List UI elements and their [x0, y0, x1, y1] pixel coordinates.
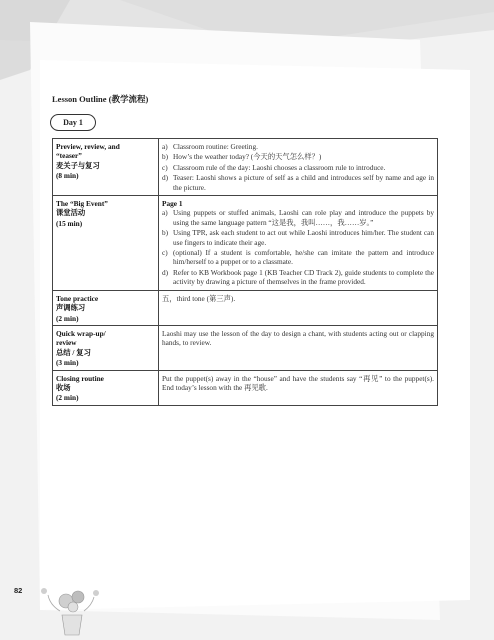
- day-label: Day 1: [63, 118, 83, 127]
- row-label-cell: [53, 370, 159, 405]
- item-text: Using puppets or stuffed animals, Laoshi can role play and introduce the puppets by using the same language pattern “这是我，我叫……，我……岁。”: [173, 208, 434, 227]
- row-content-cell: [159, 325, 438, 370]
- day-label-badge: [50, 114, 96, 131]
- row-content-cell: [159, 196, 438, 291]
- row-label-cell: [53, 196, 159, 291]
- row-label-line: 总结 / 复习: [56, 347, 91, 357]
- activity-list: [162, 208, 434, 286]
- row-duration: (8 min): [56, 171, 79, 181]
- item-marker: a): [162, 208, 168, 218]
- row-label-line: The “Big Event”: [56, 199, 108, 209]
- row-label-line: “teaser”: [56, 151, 82, 161]
- row-label-line: review: [56, 338, 77, 348]
- row-label-line: Preview, review, and: [56, 142, 120, 151]
- item-marker: c): [162, 162, 168, 172]
- row-content-cell: [159, 370, 438, 405]
- item-marker: d): [162, 267, 169, 277]
- list-item: [162, 173, 434, 192]
- item-text: Classroom routine: Greeting.: [173, 142, 258, 151]
- lesson-outline-table: [52, 138, 438, 406]
- row-text: Put the puppet(s) away in the “house” and have the students say “再见” to the puppet(s). End today’s lesson with the 再见歌.: [162, 373, 434, 392]
- item-text: Refer to KB Workbook page 1 (KB Teacher CD Track 2), guide students to complete the activity by drawing a picture of themselves in the frame provided.: [173, 267, 434, 287]
- table-row: [53, 139, 438, 196]
- item-marker: b): [162, 228, 169, 238]
- row-label-line: Tone practice: [56, 293, 99, 303]
- row-label-cell: [53, 290, 159, 325]
- list-item: [162, 163, 434, 172]
- row-label-line: 声调练习: [56, 303, 86, 313]
- row-label-cell: [53, 139, 159, 196]
- list-item: [162, 142, 434, 151]
- row-duration: (2 min): [56, 313, 79, 323]
- activity-list: [162, 142, 434, 192]
- row-label-cell: [53, 325, 159, 370]
- list-item: [162, 208, 434, 227]
- table-row: [53, 290, 438, 325]
- item-text: Classroom rule of the day: Laoshi chooses a classroom rule to introduce.: [173, 162, 386, 172]
- row-duration: (2 min): [56, 393, 79, 403]
- row-label-line: Closing routine: [56, 373, 104, 383]
- item-marker: d): [162, 173, 169, 183]
- row-label-line: 收场: [56, 382, 71, 392]
- row-content-cell: [159, 290, 438, 325]
- page-reference-heading: Page 1: [162, 199, 183, 209]
- item-text: (optional) If a student is comfortable, he/she can imitate the pattern and introduce him/herself to a puppet or to a classmate.: [173, 248, 434, 267]
- page-number: 82: [14, 586, 23, 595]
- list-item: [162, 268, 434, 287]
- list-item: [162, 152, 434, 161]
- item-text: How’s the weather today? (今天的天气怎么样？): [173, 152, 322, 162]
- row-content-cell: [159, 139, 438, 196]
- item-marker: b): [162, 152, 169, 162]
- item-marker: c): [162, 248, 168, 258]
- table-row: [53, 325, 438, 370]
- table-row: [53, 370, 438, 405]
- row-text: 五，third tone (第三声).: [162, 293, 236, 303]
- item-text: Using TPR, ask each student to act out while Laoshi introduces him/her. The student can use fingers to indicate their age.: [173, 228, 434, 247]
- row-text: Laoshi may use the lesson of the day to design a chant, with students acting out or clapping hands, to review.: [162, 328, 434, 348]
- list-item: [162, 248, 434, 267]
- list-item: [162, 228, 434, 247]
- row-label-line: Quick wrap-up/: [56, 328, 106, 338]
- row-label-line: 麦关子与复习: [56, 160, 100, 170]
- row-duration: (3 min): [56, 358, 79, 368]
- item-marker: a): [162, 142, 168, 151]
- table-row: [53, 196, 438, 291]
- row-label-line: 课堂活动: [56, 208, 86, 218]
- lesson-outline-title: Lesson Outline (教学流程): [52, 94, 149, 104]
- row-duration: (15 min): [56, 218, 83, 228]
- item-text: Teaser: Laoshi shows a picture of self as a child and introduces self by name and age in the picture.: [173, 173, 434, 192]
